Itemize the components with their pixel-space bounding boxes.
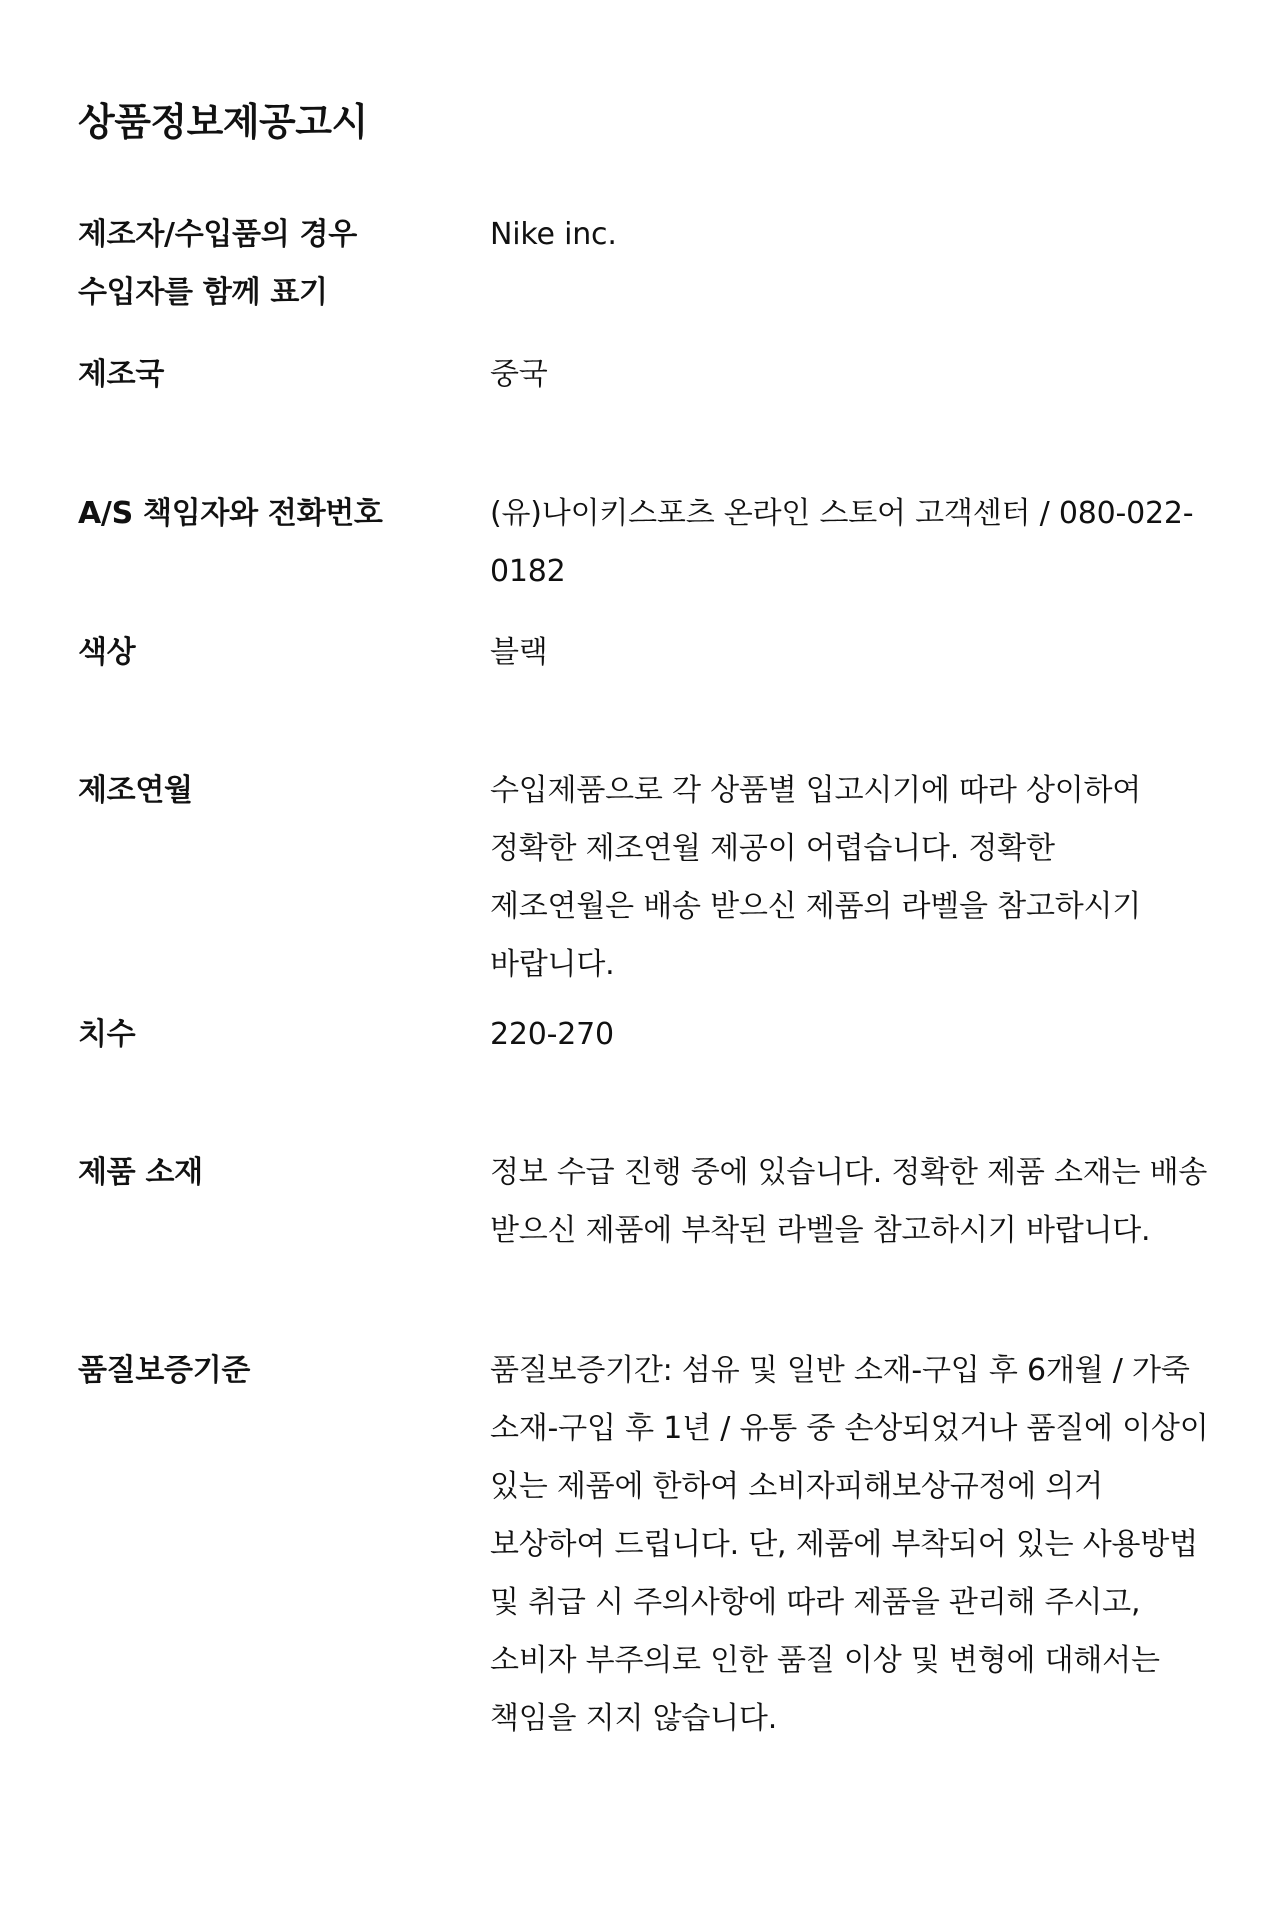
- row-value: 수입제품으로 각 상품별 입고시기에 따라 상이하여 정확한 제조연월 제공이 어렵습니다. 정확한 제조연월은 배송 받으신 제품의 라벨을 참고하시기 바랍니다.: [490, 773, 1142, 982]
- row-label: 제조자/수입품의 경우 수입자를 함께 표기: [78, 217, 357, 310]
- row-label: 색상: [78, 635, 136, 670]
- row-value: 블랙: [490, 635, 548, 670]
- row-label: 치수: [78, 1017, 136, 1052]
- row-value: 품질보증기간: 섬유 및 일반 소재-구입 후 6개월 / 가죽 소재-구입 후 1년 / 유통 중 손상되었거나 품질에 이상이 있는 제품에 한하여 소비자피해보상규정에 의거 보상하여 드립니다. 단, 제품에 부착되어 있는 사용방법 및 취급 시 주의사항에 따라 제품을 관리해 주시고, 소비자 부주의로 인한 품질 이상 및 변형에 대해서는 책임을 지지 않습니다.: [490, 1353, 1209, 1736]
- row-value: 중국: [490, 357, 548, 392]
- row-value: (유)나이키스포츠 온라인 스토어 고객센터 / 080-022- 0182: [490, 496, 1194, 589]
- row-value: 정보 수급 진행 중에 있습니다. 정확한 제품 소재는 배송 받으신 제품에 부착된 라벨을 참고하시기 바랍니다.: [490, 1155, 1208, 1248]
- row-label: 제조연월: [78, 773, 193, 808]
- row-value: 220-270: [490, 1017, 614, 1052]
- row-label: A/S 책임자와 전화번호: [78, 496, 383, 531]
- row-label: 품질보증기준: [78, 1353, 251, 1388]
- section-title: 상품정보제공고시: [78, 100, 368, 144]
- row-value: Nike inc.: [490, 217, 617, 252]
- row-label: 제품 소재: [78, 1155, 203, 1190]
- row-label: 제조국: [78, 357, 165, 392]
